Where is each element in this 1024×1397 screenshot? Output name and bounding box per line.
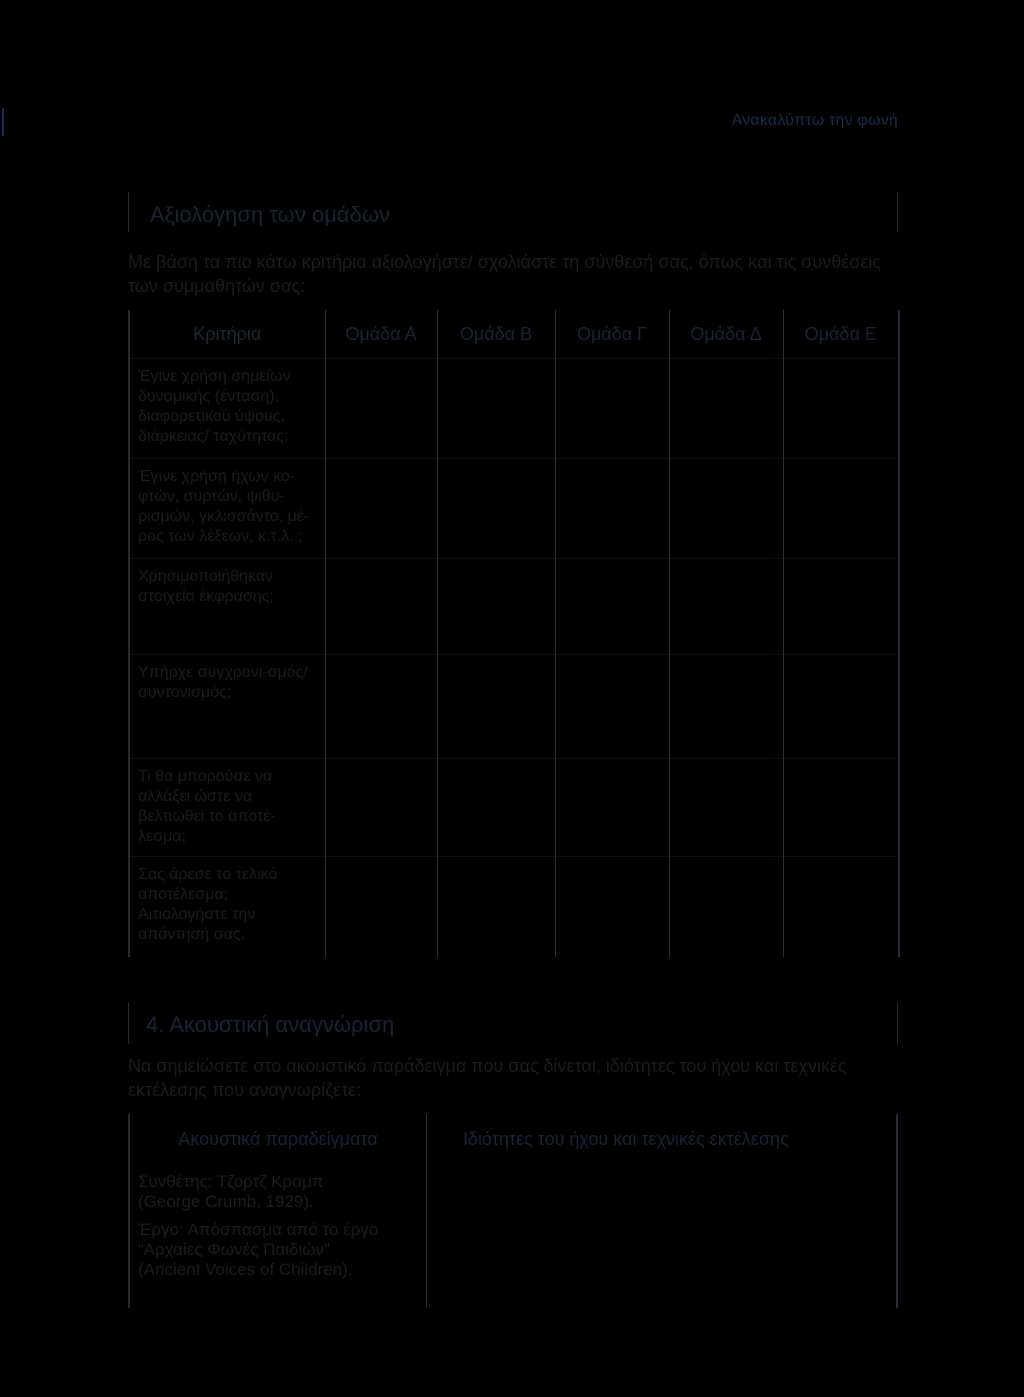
column-header-group-d: Ομάδα Δ [669, 310, 783, 359]
rating-cell-a[interactable] [325, 459, 437, 559]
rating-cell-c[interactable] [555, 655, 669, 759]
column-header-examples: Ακουστικά παραδείγματα [129, 1114, 427, 1164]
recognition-intro: Να σημειώσετε στο ακουστικό παράδειγμα που σας δίνεται, ιδιότητες του ήχου και τεχνικές εκτέλεσης που αναγνωρίζετε: [128, 1056, 847, 1100]
header-title: Ανακαλύπτω την φωνή [731, 112, 898, 129]
table-row [129, 359, 899, 459]
rating-cell-d[interactable] [669, 759, 783, 857]
rating-cell-a[interactable] [325, 559, 437, 655]
rating-cell-b[interactable] [437, 759, 555, 857]
rating-cell-b[interactable] [437, 359, 555, 459]
rating-cell-c[interactable] [555, 459, 669, 559]
table-row [129, 459, 899, 559]
column-header-group-a: Ομάδα Α [325, 310, 437, 359]
examples-header-row [129, 1114, 897, 1164]
criteria-table [128, 310, 900, 957]
example-work: Έργο: Απόσπασμα από το έργο [138, 1220, 379, 1239]
rating-cell-e[interactable] [783, 559, 899, 655]
rating-cell-e[interactable] [783, 459, 899, 559]
rating-cell-e[interactable] [783, 359, 899, 459]
column-header-group-b: Ομάδα Β [437, 310, 555, 359]
criterion-cell: Έγινε χρήση σημείων δυναμικής (ένταση), διαφορετικού ύψους, διάρκειας/ ταχύτητας; [129, 359, 325, 459]
example-composer: Συνθέτης: Τζορτζ Κραμπ [138, 1172, 324, 1191]
properties-answer-cell[interactable] [427, 1164, 898, 1308]
rating-cell-c[interactable] [555, 759, 669, 857]
rating-cell-b[interactable] [437, 857, 555, 957]
rating-cell-d[interactable] [669, 857, 783, 957]
column-header-criteria: Κριτήρια [129, 310, 325, 359]
column-header-group-c: Ομάδα Γ [555, 310, 669, 359]
criterion-cell: Υπήρχε συγχρονι-σμός/συντονισμός; [129, 655, 325, 759]
table-row [129, 857, 899, 957]
rating-cell-e[interactable] [783, 759, 899, 857]
rating-cell-a[interactable] [325, 857, 437, 957]
evaluation-title: Αξιολόγηση των ομάδων [150, 202, 391, 227]
rating-cell-b[interactable] [437, 459, 555, 559]
rating-cell-b[interactable] [437, 655, 555, 759]
criterion-cell: Σας άρεσε το τελικό αποτέλεσμα; Αιτιολογήστε την απάντησή σας. [129, 857, 325, 957]
rating-cell-a[interactable] [325, 655, 437, 759]
examples-table [128, 1114, 898, 1308]
example-work-title: “Αρχαίες Φωνές Παιδιών” [138, 1240, 330, 1259]
rating-cell-c[interactable] [555, 857, 669, 957]
example-work-title-latin: (Ancient Voices of Children). [138, 1260, 353, 1279]
rating-cell-a[interactable] [325, 759, 437, 857]
criteria-header-row [129, 310, 899, 359]
criterion-cell: Χρησιμοποιήθηκαν στοιχεία έκφρασης; [129, 559, 325, 655]
rating-cell-c[interactable] [555, 559, 669, 655]
page-edge-mark [2, 108, 4, 136]
example-composer-latin: (George Crumb, 1929). [138, 1192, 314, 1211]
criterion-cell: Τι θα μπορούσε να αλλάξει ώστε να βελτιωθεί το αποτέ-λεσμα; [129, 759, 325, 857]
rating-cell-c[interactable] [555, 359, 669, 459]
rating-cell-e[interactable] [783, 655, 899, 759]
column-header-group-e: Ομάδα Ε [783, 310, 899, 359]
criterion-cell: Έγινε χρήση ήχων κο-φτών, συρτών, ψιθυ-ρισμών, γκλισσάντο, μέ-ρος των λέξεων, κ.τ.λ. ; [129, 459, 325, 559]
rating-cell-a[interactable] [325, 359, 437, 459]
table-row [129, 1164, 897, 1308]
evaluation-intro: Με βάση τα πιο κάτω κριτήρια αξιολογήστε/ σχολιάστε τη σύνθεσή σας, όπως και τις συνθέσεις των συμμαθητών σας: [128, 252, 882, 296]
table-row [129, 655, 899, 759]
recognition-title: 4. Ακουστική αναγνώριση [146, 1012, 395, 1037]
rating-cell-d[interactable] [669, 359, 783, 459]
rating-cell-d[interactable] [669, 459, 783, 559]
example-cell [129, 1164, 427, 1308]
rating-cell-b[interactable] [437, 559, 555, 655]
table-row [129, 559, 899, 655]
rating-cell-d[interactable] [669, 559, 783, 655]
rating-cell-e[interactable] [783, 857, 899, 957]
column-header-properties: Ιδιότητες του ήχου και τεχνικές εκτέλεσης [427, 1114, 898, 1164]
rating-cell-d[interactable] [669, 655, 783, 759]
table-row [129, 759, 899, 857]
